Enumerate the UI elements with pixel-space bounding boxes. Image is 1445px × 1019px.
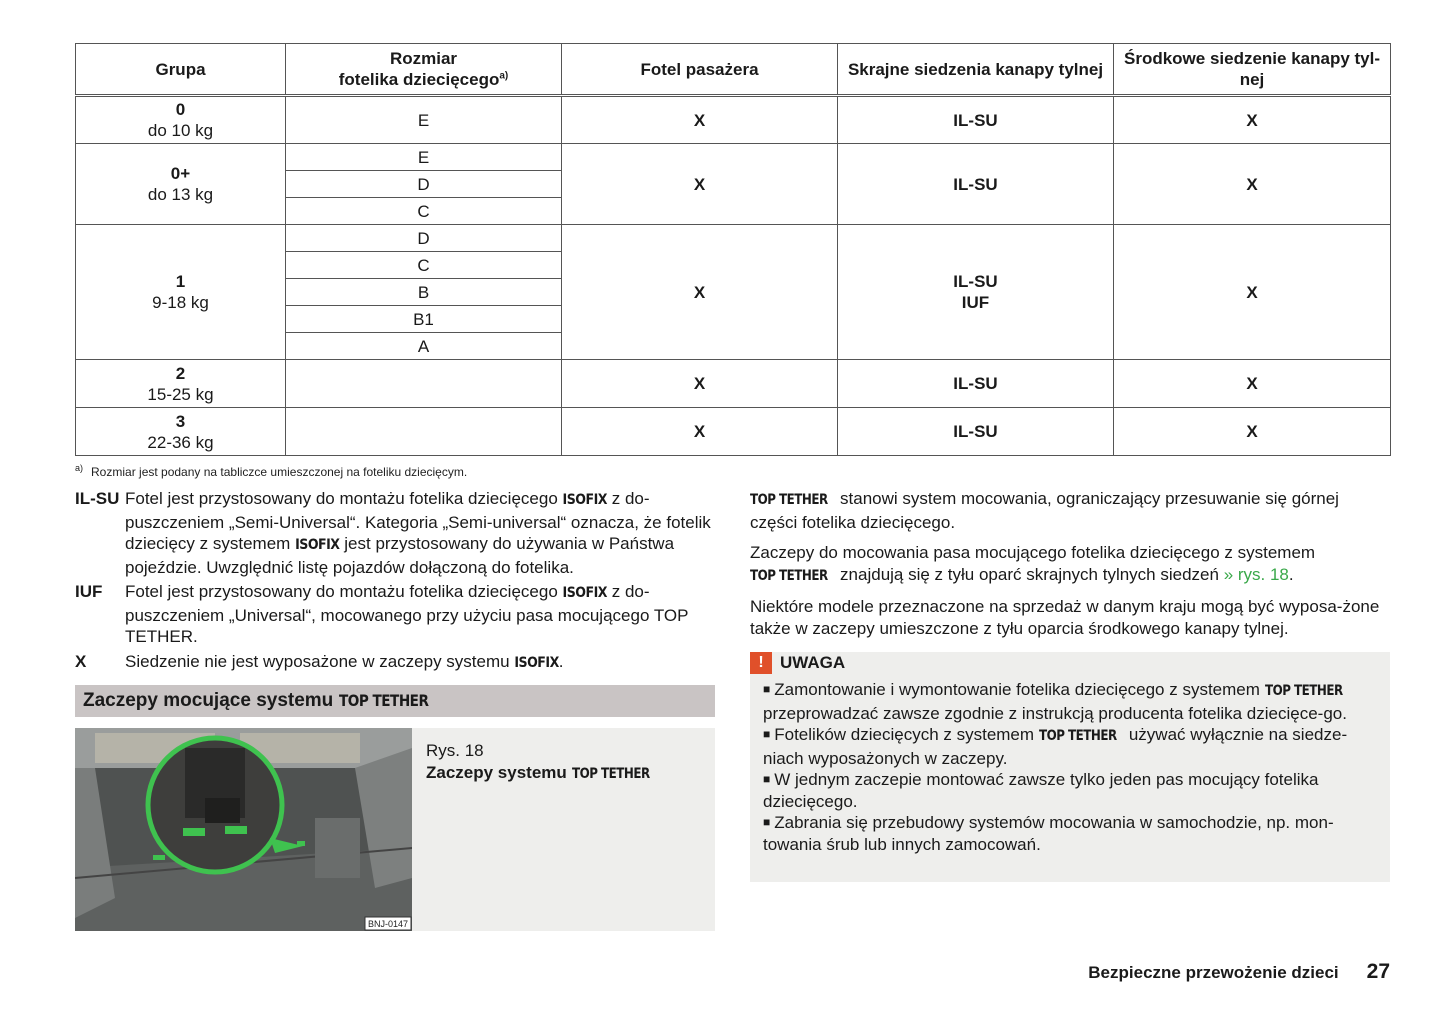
table-row [76,96,1391,144]
list-item: ■ Zabrania się przebudowy systemów mocowania w samochodzie, np. mon-towania śrub lub innych zamocowań. [763,813,1334,854]
warning-title: UWAGA [780,653,846,673]
passenger-cell: X [562,225,838,360]
middle-cell: X [1114,360,1391,408]
paragraph: Zaczepy do mocowania pasa mocującego fotelika dziecięcego z systemem TOP TETHER znajdują się z tyłu oparć skrajnych tylnych siedzeń » rys. 18. [750,543,1316,584]
outer-cell: IL-SU [838,408,1114,456]
paragraph: TOP TETHER stanowi system mocowania, ograniczający przesuwanie się górnej części fotelika dziecięcego. [750,489,1339,532]
table-row [76,144,1391,171]
list-item: ■ Fotelików dziecięcych z systemem TOP TETHER używać wyłącznie na siedze-niach wyposażonych w zaczepy. [763,725,1348,768]
legend-item: X Siedzenie nie jest wyposażone w zaczepy systemu ISOFIX. [75,651,564,671]
page-footer [1088,960,1390,984]
header-passenger: Fotel pasażera [562,44,838,96]
size-cell: B1 [286,306,562,333]
list-item: ■ W jednym zaczepie montować zawsze tylko jeden pas mocujący fotelika dziecięcego. [763,770,1319,811]
table-footnote: $^{a)}$ Rozmiar jest podany na tabliczce umieszczonej na foteliku dziecięcym. [75,463,468,479]
size-cell: A [286,333,562,360]
middle-cell: X [1114,96,1391,144]
chapter-title: Bezpieczne przewożenie dzieci [1088,963,1339,982]
middle-cell: X [1114,144,1391,225]
page-number: 27 [1366,960,1390,983]
outer-cell: IL-SU [838,360,1114,408]
trunk-illustration [75,728,412,931]
size-cell: C [286,252,562,279]
outer-cell: IL-SU [838,96,1114,144]
figure-code: BNJ-0147 [368,919,409,929]
table-header-row [76,44,1391,96]
group-cell: 0+ do 13 kg [76,144,286,225]
warning-icon: ! [750,652,772,674]
header-size: Rozmiar fotelika dziecięcego$^{a)}$ [286,44,562,96]
table-row [76,225,1391,252]
figure-box [75,728,715,931]
group-cell: 2 15-25 kg [76,360,286,408]
legend-item: IUF Fotel jest przystosowany do montażu fotelika dziecięcego ISOFIX z do-puszczeniem „Universal“, mocowanego przy użyciu pasa mocującego TOP TETHER. [75,582,689,646]
passenger-cell: X [562,360,838,408]
group-cell: 0 do 10 kg [76,96,286,144]
table-row [76,360,1391,408]
header-outer-rear: Skrajne siedzenia kanapy tylnej [838,44,1114,96]
size-cell: D [286,225,562,252]
size-cell: B [286,279,562,306]
section-heading: Zaczepy mocujące systemu TOP TETHER [75,685,715,717]
list-item: ■ Zamontowanie i wymontowanie fotelika dziecięcego z systemem TOP TETHER przeprowadzać zawsze zgodnie z instrukcją producenta fotelika dziecięce-go. [763,680,1347,723]
figure-caption: Rys. 18 Zaczepy systemu TOP TETHER [426,741,650,782]
child-seat-table [75,43,1391,456]
passenger-cell: X [562,144,838,225]
size-cell [286,360,562,408]
legend-item: IL-SU Fotel jest przystosowany do montażu fotelika dziecięcego ISOFIX z do-puszczeniem „Semi-Universal“. Kategoria „Semi-universal“ oznacza, że fotelik dziecięcy z systemem ISOFIX jest przystosowany do używania w Państwa pojeździe. Uwzględnić listę pojazdów dołączoną do fotelika. [75,489,711,577]
group-cell: 1 9-18 kg [76,225,286,360]
group-cell: 3 22-36 kg [76,408,286,456]
middle-cell: X [1114,408,1391,456]
size-cell: D [286,171,562,198]
size-cell [286,408,562,456]
figure-link[interactable]: » rys. 18 [1223,564,1289,584]
legend [75,488,715,677]
size-cell: E [286,144,562,171]
passenger-cell: X [562,96,838,144]
right-column [750,488,1390,648]
paragraph: Niektóre modele przeznaczone na sprzedaż w danym kraju mogą być wyposa-żone także w zaczepy umieszczone z tyłu oparcia środkowego kanapy tylnej. [750,597,1380,638]
warning-list [763,679,1378,855]
warning-box [750,652,1390,882]
middle-cell: X [1114,225,1391,360]
outer-cell: IL-SU [838,144,1114,225]
header-group: Grupa [76,44,286,96]
header-middle-rear: Środkowe siedzenie kanapy tyl-nej [1114,44,1391,96]
table-row [76,408,1391,456]
size-cell: C [286,198,562,225]
outer-cell: IL-SU IUF [838,225,1114,360]
passenger-cell: X [562,408,838,456]
size-cell: E [286,96,562,144]
